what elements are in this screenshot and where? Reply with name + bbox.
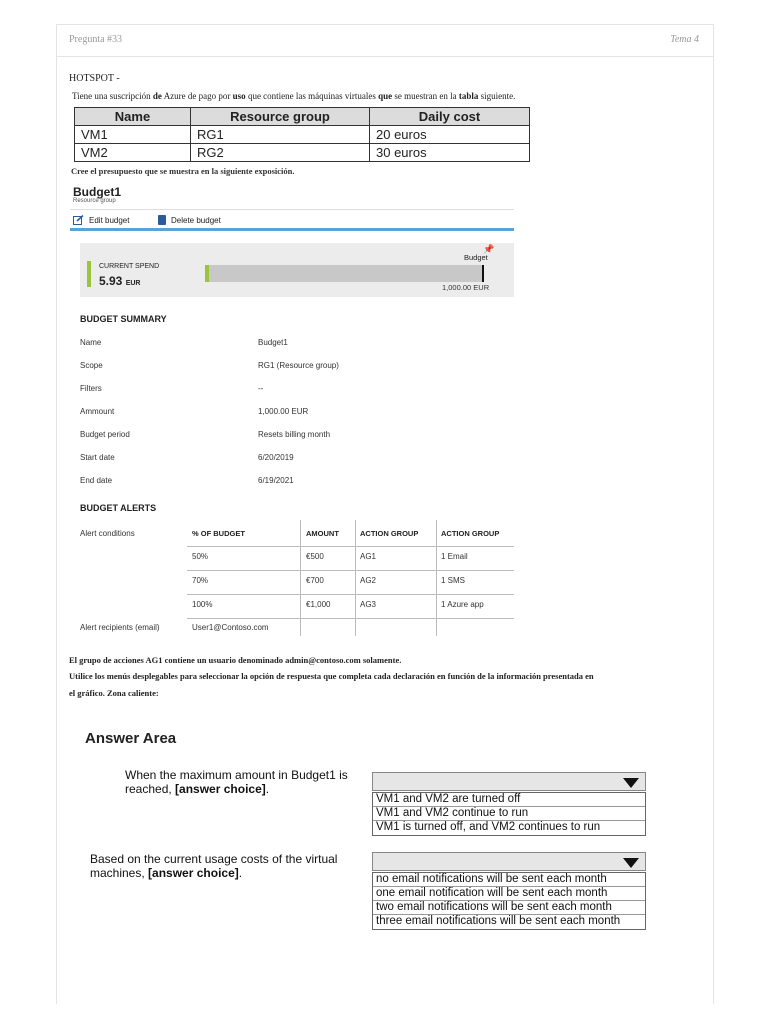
spend-unit: EUR xyxy=(125,280,141,287)
summary-value: -- xyxy=(258,384,264,393)
intro-part: siguiente. xyxy=(480,91,516,101)
summary-key: Budget period xyxy=(80,430,130,439)
alert-column-header: AMOUNT xyxy=(306,529,339,538)
intro-part: se muestran en la xyxy=(394,91,457,101)
summary-row xyxy=(80,361,500,373)
spend-progress-bar xyxy=(205,265,483,282)
alert-cell: 50% xyxy=(192,552,209,561)
dropdown-option[interactable]: VM1 and VM2 are turned off xyxy=(373,793,645,807)
pin-icon: 📌 xyxy=(483,244,495,254)
question-1-dropdown[interactable] xyxy=(372,772,646,791)
alert-cell: €500 xyxy=(306,552,324,561)
column-header: Daily cost xyxy=(370,108,530,126)
summary-key: Name xyxy=(80,338,102,347)
alert-cell: 100% xyxy=(192,600,213,609)
create-budget-text: Cree el presupuesto que se muestra en la siguiente exposición. xyxy=(71,166,295,176)
current-spend-panel xyxy=(80,243,514,297)
summary-value: 1,000.00 EUR xyxy=(258,407,309,416)
table-cell: RG1 xyxy=(191,126,370,144)
note-action-group: El grupo de acciones AG1 contiene un usuario denominado admin@contoso.com solamente. xyxy=(69,655,402,665)
summary-value: 6/20/2019 xyxy=(258,453,294,462)
grid-line xyxy=(436,520,437,636)
intro-bold: de xyxy=(152,91,162,101)
dropdown-arrow-icon[interactable] xyxy=(623,778,639,788)
budget-marker-label: Budget xyxy=(464,253,488,262)
summary-key: Filters xyxy=(80,384,102,393)
budget-limit-marker xyxy=(482,265,484,282)
budget-toolbar xyxy=(70,209,514,229)
budget-amount-label: 1,000.00 EUR xyxy=(442,283,490,292)
table-cell: 30 euros xyxy=(370,144,530,162)
edit-budget-label: Edit budget xyxy=(89,215,130,225)
summary-value: RG1 (Resource group) xyxy=(258,361,339,370)
note-instructions xyxy=(69,671,594,681)
summary-key: Scope xyxy=(80,361,103,370)
alert-column-header: % OF BUDGET xyxy=(192,529,245,538)
delete-budget-label: Delete budget xyxy=(171,215,221,225)
table-cell: VM2 xyxy=(75,144,191,162)
alert-cell: €1,000 xyxy=(306,600,331,609)
topic-label: Tema 4 xyxy=(670,34,699,45)
intro-part: que contiene las máquinas virtuales xyxy=(247,91,376,101)
intro-bold: tabla xyxy=(458,91,479,101)
intro-bold: que xyxy=(378,91,393,101)
intro-part: Tiene una suscripción xyxy=(72,91,151,101)
alert-cell: €700 xyxy=(306,576,324,585)
table-cell: 20 euros xyxy=(370,126,530,144)
budget-summary-heading: BUDGET SUMMARY xyxy=(80,314,167,324)
spend-marker xyxy=(87,261,91,287)
dropdown-option[interactable]: three email notifications will be sent each month xyxy=(376,915,621,927)
column-header: Name xyxy=(75,108,191,126)
intro-bold: uso xyxy=(232,91,246,101)
answer-choice-label: [answer choice] xyxy=(175,782,266,796)
dropdown-option[interactable]: one email notification will be sent each month xyxy=(373,887,645,901)
alert-cell: AG3 xyxy=(360,600,377,609)
alert-conditions-grid xyxy=(187,520,514,636)
budget-subtitle: Resource group xyxy=(73,198,116,204)
spend-amount: 5.93 xyxy=(99,274,123,288)
dropdown-option[interactable]: two email notifications will be sent each month xyxy=(373,901,645,915)
budget-title: Budget1 xyxy=(73,185,121,199)
question-text: Based on the current usage costs of the virtual machines, xyxy=(90,852,338,880)
question-1-text xyxy=(125,768,365,796)
dropdown-option[interactable]: VM1 and VM2 continue to run xyxy=(373,807,645,821)
alert-cell: 1 SMS xyxy=(441,576,466,585)
answer-area-title: Answer Area xyxy=(85,730,177,747)
hotspot-label: HOTSPOT - xyxy=(69,73,120,84)
note-hotspot: el gráfico. Zona caliente: xyxy=(69,688,159,698)
question-end: . xyxy=(265,782,270,796)
alert-recipients-label: Alert recipients (email) xyxy=(80,623,160,632)
table-cell: VM1 xyxy=(75,126,191,144)
question-1-options xyxy=(372,792,646,836)
alert-cell: AG1 xyxy=(360,552,377,561)
column-header: Resource group xyxy=(191,108,370,126)
note-part: Utilice los menús desplegables para seleccionar la opción xyxy=(69,671,275,681)
edit-budget-button[interactable] xyxy=(73,215,129,225)
summary-key: Start date xyxy=(80,453,115,462)
grid-line xyxy=(355,520,356,636)
question-2-options xyxy=(372,872,646,930)
question-2-dropdown[interactable] xyxy=(372,852,646,871)
grid-line xyxy=(187,570,514,571)
alert-cell: 70% xyxy=(192,576,209,585)
current-spend-label: CURRENT SPEND xyxy=(99,263,160,270)
summary-row xyxy=(80,338,500,350)
summary-key: Ammount xyxy=(80,407,115,416)
spend-progress-fill xyxy=(205,265,209,282)
grid-line xyxy=(300,520,301,636)
table-row xyxy=(75,144,530,162)
summary-row xyxy=(80,476,500,488)
vm-table xyxy=(74,107,530,162)
question-end: . xyxy=(238,866,243,880)
intro-part: Azure de pago por xyxy=(163,91,231,101)
grid-line xyxy=(187,546,514,547)
answer-choice-label: [answer choice] xyxy=(148,866,239,880)
note-part: de xyxy=(276,671,285,681)
grid-line xyxy=(187,594,514,595)
table-header-row xyxy=(75,108,530,126)
summary-row xyxy=(80,453,500,465)
note-part: respuesta que completa cada xyxy=(286,671,391,681)
dropdown-option[interactable]: VM1 is turned off, and VM2 continues to run xyxy=(376,821,601,833)
summary-row xyxy=(80,430,500,442)
table-row xyxy=(75,126,530,144)
question-number: Pregunta #33 xyxy=(69,34,123,45)
summary-value: 6/19/2021 xyxy=(258,476,294,485)
budget-alerts-heading: BUDGET ALERTS xyxy=(80,503,157,513)
question-2-text xyxy=(90,852,365,880)
alert-conditions-label: Alert conditions xyxy=(80,529,135,538)
edit-icon xyxy=(73,215,84,225)
intro-text xyxy=(72,91,515,101)
summary-value: Resets billing month xyxy=(258,430,331,439)
alert-column-header: ACTION GROUP xyxy=(360,529,419,538)
alert-cell: 1 Email xyxy=(441,552,468,561)
summary-value: Budget1 xyxy=(258,338,288,347)
alert-recipients-value: User1@Contoso.com xyxy=(192,623,269,632)
alert-cell: 1 Azure app xyxy=(441,600,484,609)
toolbar-divider xyxy=(70,228,514,231)
question-text: When the maximum amount in Budget1 is reached, xyxy=(125,768,348,796)
table-cell: RG2 xyxy=(191,144,370,162)
dropdown-option[interactable]: no email notifications will be sent each month xyxy=(373,873,645,887)
alert-cell: AG2 xyxy=(360,576,377,585)
page-header xyxy=(57,25,713,57)
trash-icon xyxy=(158,215,166,225)
current-spend-value xyxy=(99,274,140,288)
dropdown-arrow-icon[interactable] xyxy=(623,858,639,868)
summary-row xyxy=(80,384,500,396)
grid-line xyxy=(187,618,514,619)
delete-budget-button[interactable] xyxy=(158,215,221,225)
summary-key: End date xyxy=(80,476,113,485)
note-part: en función de la información presentada en xyxy=(437,671,594,681)
summary-row xyxy=(80,407,500,419)
alert-column-header: ACTION GROUP xyxy=(441,529,500,538)
note-part: declaración xyxy=(392,671,435,681)
